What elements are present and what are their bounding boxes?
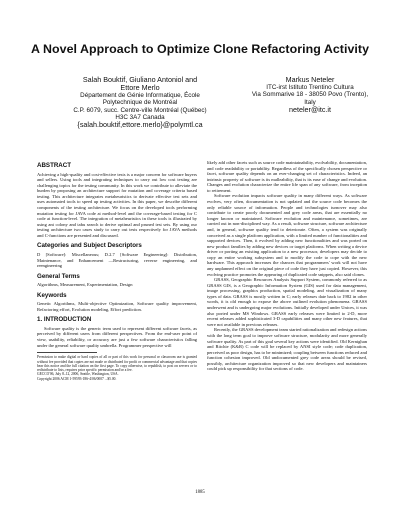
body-paragraph: Recently, the GRASS development team started rationalization and redesign actions with the long term goal to improve software structure, modularity and more generally software quality. As part of this goal several key actions were identified. Old Kernighan and Ritchie (K&R) C code will be replaced by ANSI style code; code duplication, perceived as poor design, has to be minimized; coupling between functions reduced and function cohesion improved. Old undocumented grey code areas should be revised, possibly, architecture organization improved so that new developers and maintainers could pick up responsibility for that sections of code. [207, 327, 367, 372]
body-paragraph: GRASS, Geographic Resources Analysis Support System, commonly referred to as GRASS GIS, is a Geographic Information System (GIS) used for data management, image processing, graphics production, spatial modeling, and visualization of many types of data. GRASS is mostly written in C; early releases date back to 1982 in other words, it is old enough to expose the above outlined evolution phenomena. GRASS underwent and is undergoing major evolutions. Initially developed under Unices, it was also ported under MS Windows. GRASS early releases were limited to 2-D, more recent releases added sophisticated 3-D capabilities and many other new features, that were not available in previous releases. [207, 277, 367, 327]
left-column [37, 162, 197, 381]
author-name: Markus Neteler [285, 75, 335, 84]
categories-heading: Categories and Subject Descriptors [37, 242, 142, 250]
footnote-rule [37, 352, 97, 353]
author-names: Salah Bouktif, Giuliano Antoniol and [82, 75, 198, 84]
author-block-right [250, 76, 370, 114]
body-paragraph: likely add other facets such as source code maintainability, evolvability, documentation, and code readability or portability. Regardless of the specifically chosen perspective or facet, software quality depends on an ever-changing set of characteristics. Indeed, an intrinsic property of software is its malleability, that is its ease of change and evolution. Changes and evolution characterize the entire life span of any software, from inception to retirement. [207, 160, 367, 193]
author-email: {salah.bouktif,ettore.merlo}@polymtl.ca [77, 120, 203, 130]
page-number: 1885 [195, 490, 205, 495]
author-affiliation: Département de Génie Informatique, École [80, 92, 200, 99]
author-address: H3C 3A7 Canada [115, 113, 165, 121]
right-column [207, 160, 367, 372]
copyright-footnote: Copyright 2006 ACM 1-59593-186-4/06/0007 ...$5.00. [37, 376, 117, 381]
permission-footnote: Permission to make digital or hard copies of all or part of this work for personal or classroom use is granted without fee provided that copies are not made or distributed for profit or commercial advantage and that copies bear this notice and the full citation on the first page. To copy otherwise, to republish, to post on servers or to redistribute to lists, requires prior specific permission and/or a fee. [37, 355, 197, 373]
introduction-heading: 1. INTRODUCTION [37, 316, 92, 324]
general-terms-heading: General Terms [37, 272, 80, 280]
author-affiliation: Polytechnique de Montréal [102, 99, 178, 107]
author-address: Via Sommarive 18 - 38050 Povo (Trento), Italy [251, 91, 369, 106]
keywords-text: Genetic Algorithms, Multi-objective Optimization, Software quality improvement, Refactoring effort, Evolution modeling, Effort prediction. [37, 301, 197, 312]
keywords-heading: Keywords [37, 291, 67, 299]
author-affiliation: ITC-irst Istituto Trentino Cultura [266, 84, 354, 91]
author-email: neteler@itc.it [288, 104, 332, 114]
author-address: C.P. 6079, succ. Centre-ville Montréal (Québec) [73, 106, 207, 114]
author-block-left [50, 76, 230, 129]
conference-footnote: GECCO'06, July 8–12, 2006, Seattle, Washington, USA. [37, 372, 119, 377]
body-paragraph: Software evolution impacts software quality in many different ways. As software evolves, very often, documentation is not updated and the source code becomes the only reliable source of information. People and technologies turnover may also contribute to create poorly documented and grey code areas, that are essentially no longer known or maintained. Software evolution and maintenance, sometimes, are carried out in non-disciplined way. As a result, software structure, software architecture and, in general, software quality tend to deteriorate. Often, a system was originally conceived as a single platform application, with a limited number of functionalities and supported devices. Then, it evolved by adding new functionalities and was ported on new product families by adding new devices or target platforms. When writing a device driver or porting an existing application to a new processor, developers may decide to copy an entire working subsystem and to modify the code to cope with the new hardware. This approach increases the chances that programmers' work will not have any unplanned effect on the original piece of code they have just copied. However, this evolving practice promotes the appearing of duplicated code snippets, also said clones. [207, 193, 367, 277]
introduction-text: Software quality is the generic term used to represent different software facets, as perceived by different users from different perspectives. From the end-user point of view, usability, reliability, or accuracy are just a few software characteristics falling under the general software quality umbrella. Programmer perspective will [37, 325, 197, 348]
abstract-heading: ABSTRACT [37, 162, 72, 169]
author-names-cont: Ettore Merlo [120, 83, 160, 92]
abstract-text: Achieving a high-quality and cost-effective tests is a major concern for software buyers and sellers. Using tools and integrating techniques to carry out low cost testing are challenging topics for the testing community. In this work we contribute to alleviate the burden by proposing an architecture support for mutation and coverage criteria based testing. This architecture integrates metaheuristics to derivate effective test sets and uses automated tools to speed up testing activities. In this paper, we describe different components of the testing architecture. We focus on the developed tools performing mutation testing for JAVA code at method-level and the coverage-based testing for C code at function-level. The integration of metaheuristics in these tools is illustrated by using ant colony and tabu search to derive optimal and pruned test sets. By using our testing architecture two cases study to carry out tests respectively for JAVA methods and C-functions are presented and discussed. [37, 171, 197, 238]
categories-text: D [Software]: Miscellaneous; D.2.7 [Software Engineering]: Distribution, Maintenance, and Enhancement —Restructuring, reverse engineering, and reengineering [37, 251, 197, 269]
paper-title: A Novel Approach to Optimize Clone Refactoring Activity [30, 42, 370, 56]
general-terms-text: Algorithms, Measurement, Experimentation, Design [37, 282, 133, 288]
